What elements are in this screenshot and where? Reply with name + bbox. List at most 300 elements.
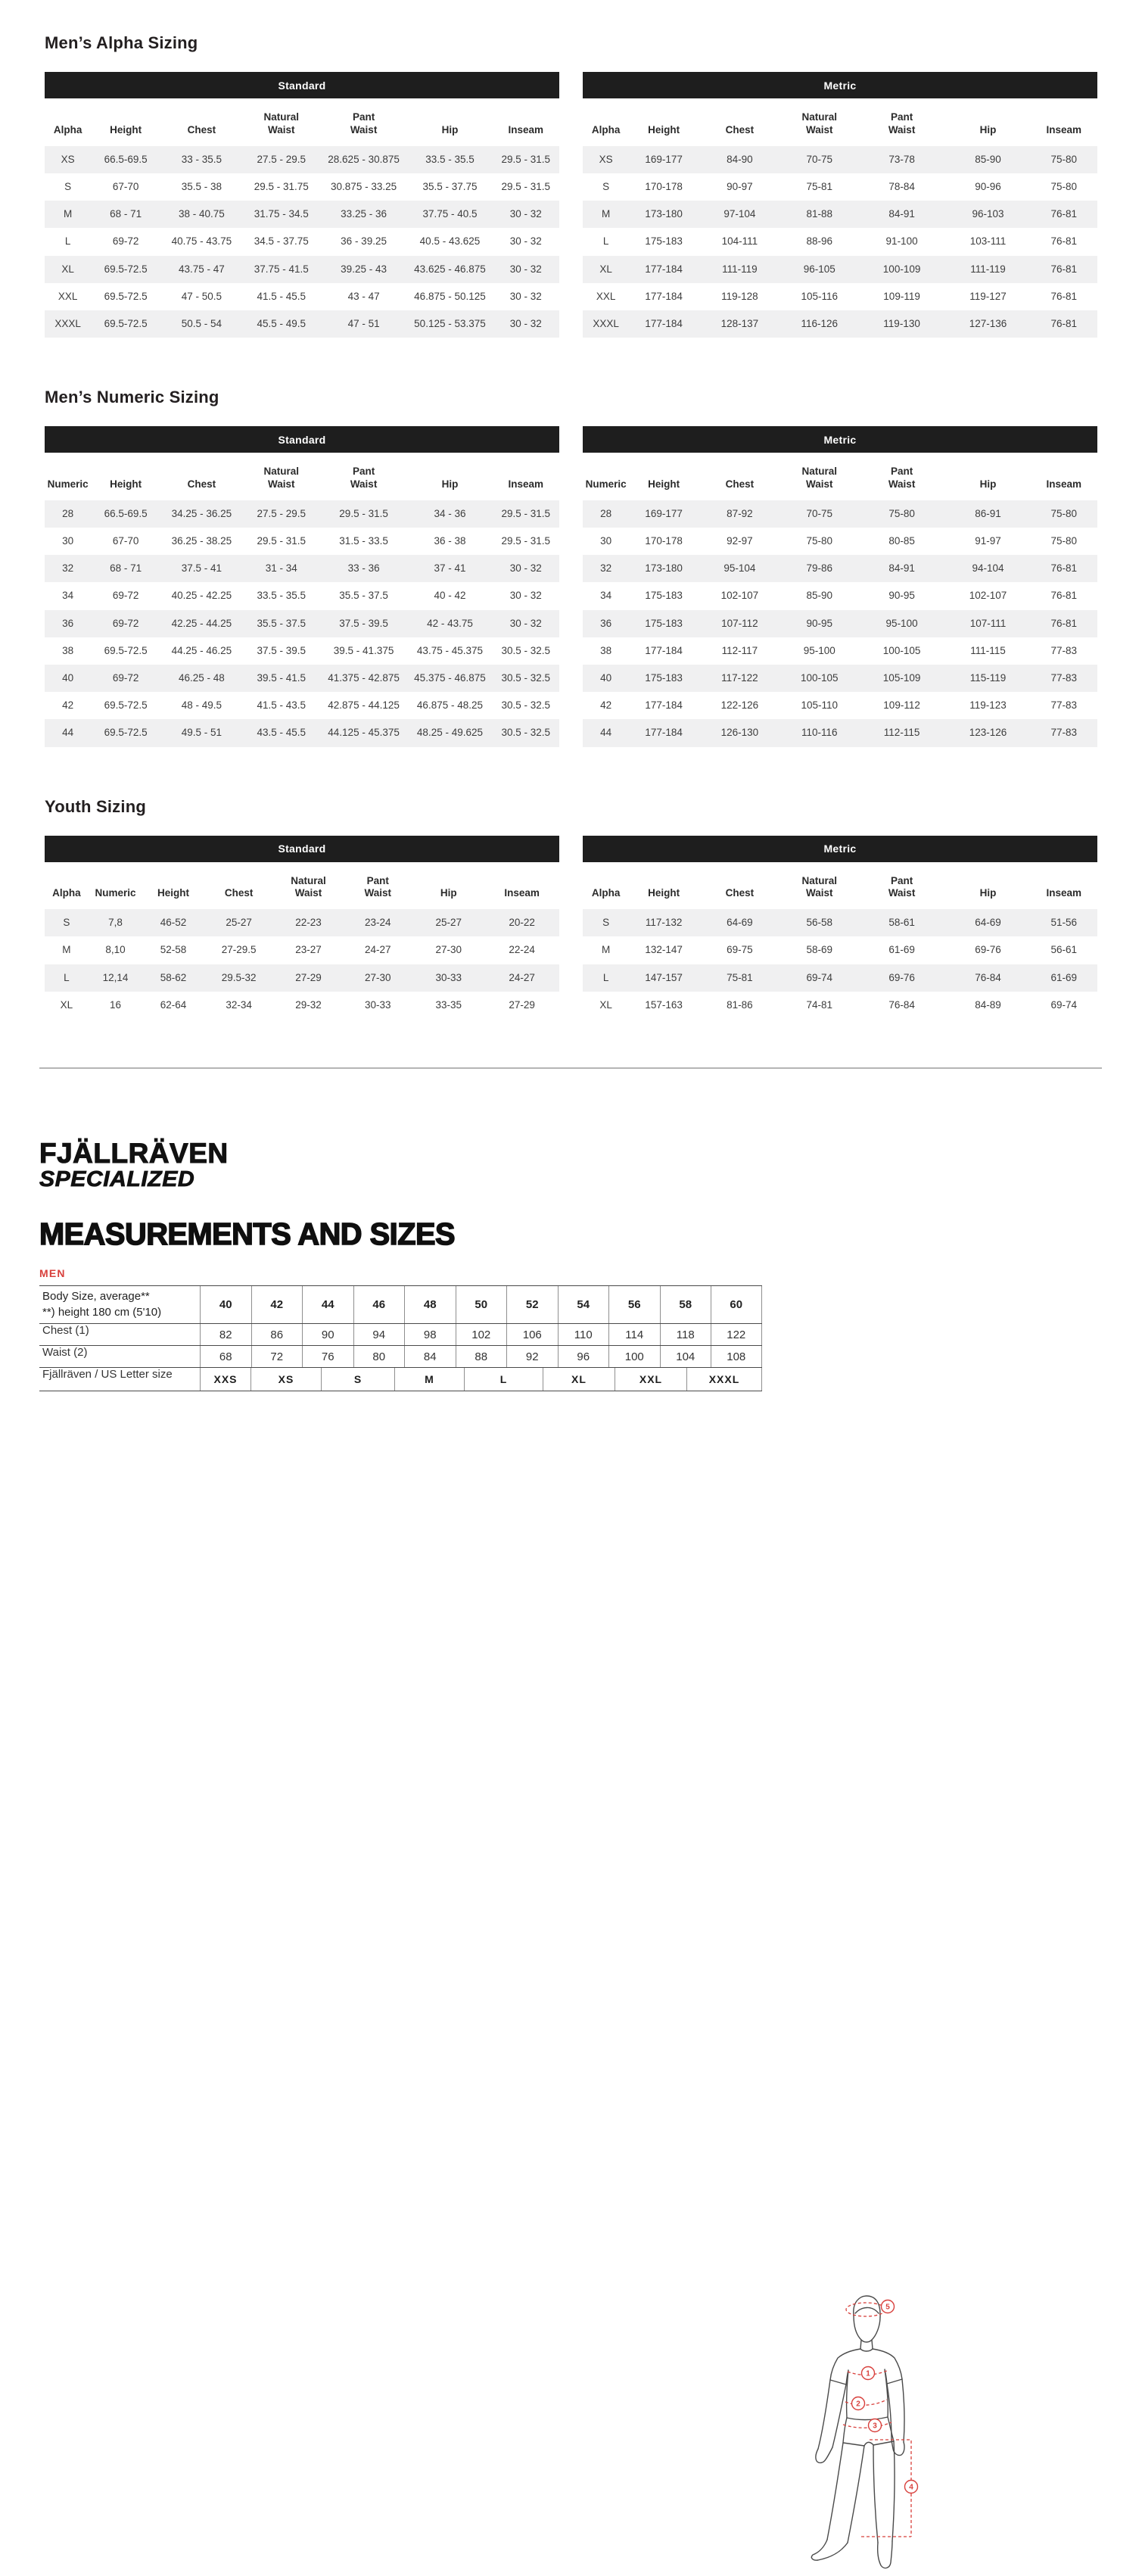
column-header: Natural Waist — [291, 874, 326, 899]
column-header-row — [583, 453, 1097, 500]
measure-value-cell: 110 — [558, 1324, 609, 1345]
table-cell: 69.5-72.5 — [104, 263, 148, 275]
table-cell: 76-81 — [1050, 235, 1078, 248]
measure-value-cell: 122 — [711, 1324, 762, 1345]
table-cell: 52-58 — [160, 944, 187, 956]
table-cell: 79-86 — [806, 562, 833, 575]
table-cell: 24-27 — [509, 971, 535, 983]
column-header: Pant Waist — [350, 466, 378, 490]
table-cell: 58-69 — [806, 944, 833, 956]
table-cell: 100-105 — [801, 671, 839, 684]
table-cell: 30.5 - 32.5 — [501, 671, 551, 684]
table-row — [583, 146, 1097, 173]
table-cell: 35.5 - 37.5 — [339, 590, 388, 602]
column-header: Height — [157, 887, 189, 899]
column-header: Pant Waist — [888, 874, 916, 899]
table-cell: L — [64, 235, 71, 248]
column-header: Chest — [725, 887, 755, 899]
table-cell: 30-33 — [435, 971, 462, 983]
table-cell: 78-84 — [888, 180, 915, 192]
table-cell: 22-24 — [509, 944, 535, 956]
table-row — [583, 310, 1097, 338]
table-cell: 44.25 - 46.25 — [171, 644, 232, 656]
measure-value-cell: 102 — [456, 1324, 507, 1345]
table-cell: 84-89 — [975, 998, 1001, 1011]
table-cell: L — [602, 971, 609, 983]
table-cell: 76-81 — [1050, 290, 1078, 302]
table-cell: 50.5 - 54 — [181, 317, 222, 329]
column-header: Height — [648, 478, 680, 490]
measure-value-cell: 100 — [608, 1346, 660, 1367]
table-cell: 40.75 - 43.75 — [171, 235, 232, 248]
table-row — [45, 719, 559, 746]
table-cell: 127-136 — [969, 317, 1007, 329]
column-header: Natural Waist — [801, 874, 838, 899]
table-cell: 76-84 — [888, 998, 915, 1011]
tables-row — [45, 836, 1097, 1020]
measure-value-cell: 68 — [200, 1346, 251, 1367]
measure-value-cell: 76 — [302, 1346, 353, 1367]
letter-size-row — [39, 1367, 762, 1391]
table-row — [45, 528, 559, 555]
size-table-standard — [45, 72, 559, 338]
table-cell: 111-119 — [722, 263, 758, 275]
table-cell: 25-27 — [435, 917, 462, 929]
table-cell: 90-97 — [727, 180, 753, 192]
column-header: Pant Waist — [350, 111, 378, 135]
table-cell: 115-119 — [969, 671, 1007, 684]
table-cell: 34.5 - 37.75 — [254, 235, 309, 248]
table-cell: 43.5 - 45.5 — [257, 727, 307, 739]
measure-value-cell: 84 — [404, 1346, 456, 1367]
table-cell: 45.375 - 46.875 — [414, 671, 486, 684]
table-cell: 69.5-72.5 — [104, 317, 148, 329]
table-cell: 31.75 - 34.5 — [254, 208, 309, 220]
table-cell: M — [601, 208, 611, 220]
table-cell: 32 — [62, 562, 74, 575]
table-cell: 41.375 - 42.875 — [328, 671, 400, 684]
table-cell: XL — [599, 998, 612, 1011]
measure-value-row — [39, 1345, 762, 1367]
table-cell: 103-111 — [969, 235, 1007, 248]
column-header-row — [45, 98, 559, 146]
table-cell: 157-163 — [645, 998, 683, 1011]
table-cell: 48 - 49.5 — [181, 699, 222, 712]
column-header: Hip — [979, 887, 997, 899]
table-cell: 84-91 — [888, 208, 915, 220]
table-cell: 75-80 — [1050, 507, 1078, 519]
table-cell: 100-109 — [882, 263, 921, 275]
table-cell: 69-76 — [888, 971, 915, 983]
table-cell: 175-183 — [645, 671, 683, 684]
table-row — [45, 500, 559, 528]
table-cell: 37.5 - 39.5 — [257, 644, 307, 656]
table-cell: 43.75 - 47 — [178, 263, 225, 275]
svg-text:4: 4 — [909, 2483, 913, 2492]
specialized-wordmark: SPECIALIZED — [39, 1167, 195, 1191]
table-cell: 30 - 32 — [509, 617, 542, 629]
table-cell: 46-52 — [160, 917, 187, 929]
table-cell: 33.5 - 35.5 — [425, 153, 475, 165]
table-row — [583, 528, 1097, 555]
hip-measure-line — [843, 2422, 892, 2428]
table-cell: 35.5 - 37.5 — [257, 617, 307, 629]
men-label: MEN — [39, 1267, 66, 1279]
marker-head — [882, 2300, 895, 2313]
table-cell: S — [63, 917, 70, 929]
table-row — [45, 310, 559, 338]
table-cell: 40 — [62, 671, 74, 684]
column-header: Inseam — [508, 478, 544, 490]
section-title: Youth Sizing — [45, 796, 146, 816]
measure-value-row — [39, 1323, 762, 1345]
table-row — [583, 610, 1097, 637]
variant-bar: Standard — [45, 836, 559, 862]
table-cell: 102-107 — [969, 590, 1007, 602]
table-cell: 96-103 — [972, 208, 1004, 220]
svg-text:5: 5 — [885, 2303, 890, 2312]
table-cell: 47 - 50.5 — [181, 290, 222, 302]
table-cell: 34 - 36 — [434, 507, 466, 519]
letter-size-cell: XXS — [200, 1368, 250, 1391]
table-cell: 117-132 — [645, 917, 683, 929]
table-cell: 177-184 — [645, 699, 683, 712]
variant-bar: Standard — [45, 426, 559, 453]
table-cell: 36.25 - 38.25 — [171, 535, 232, 547]
table-cell: XXL — [596, 290, 616, 302]
table-cell: 76-81 — [1050, 317, 1078, 329]
table-cell: 29.5 - 31.5 — [339, 507, 388, 519]
column-header: Numeric — [47, 478, 89, 490]
table-cell: 37.5 - 39.5 — [339, 617, 388, 629]
table-row — [45, 637, 559, 665]
table-cell: 40.5 - 43.625 — [419, 235, 481, 248]
table-row — [583, 256, 1097, 283]
column-header: Natural Waist — [263, 466, 300, 490]
size-header-cell: 40 — [200, 1286, 251, 1323]
measure-value-cell: 114 — [608, 1324, 660, 1345]
table-cell: 175-183 — [645, 590, 683, 602]
table-cell: 107-111 — [969, 617, 1007, 629]
table-cell: S — [602, 917, 610, 929]
column-header: Chest — [725, 478, 755, 490]
section-title: Men’s Numeric Sizing — [45, 388, 219, 407]
table-row — [583, 665, 1097, 692]
table-row — [583, 719, 1097, 746]
table-cell: 43.75 - 45.375 — [416, 644, 483, 656]
table-cell: 58-62 — [160, 971, 187, 983]
letter-size-cell: L — [464, 1368, 543, 1391]
table-cell: 67-70 — [112, 180, 139, 192]
body-measurement-diagram — [793, 2258, 990, 2576]
table-cell: 90-96 — [975, 180, 1001, 192]
table-cell: 41.5 - 43.5 — [257, 699, 307, 712]
table-cell: 75-81 — [727, 971, 753, 983]
table-cell: 67-70 — [112, 535, 139, 547]
table-cell: 7,8 — [108, 917, 123, 929]
size-header-cell: 48 — [404, 1286, 456, 1323]
table-cell: 50.125 - 53.375 — [414, 317, 486, 329]
measure-value-cell: 108 — [711, 1346, 762, 1367]
table-cell: 20-22 — [509, 917, 535, 929]
table-cell: 77-83 — [1050, 699, 1078, 712]
table-cell: 30.875 - 33.25 — [331, 180, 397, 192]
table-cell: 29-32 — [295, 998, 322, 1011]
table-cell: 30 - 32 — [509, 562, 542, 575]
table-cell: 76-81 — [1050, 263, 1078, 275]
table-cell: 74-81 — [806, 998, 833, 1011]
table-cell: 75-80 — [888, 507, 915, 519]
table-cell: 177-184 — [645, 727, 683, 739]
table-cell: 75-80 — [806, 535, 833, 547]
table-row — [45, 936, 559, 964]
table-cell: XXXL — [54, 317, 81, 329]
table-cell: 76-81 — [1050, 617, 1078, 629]
table-cell: 37 - 41 — [434, 562, 466, 575]
table-cell: 47 - 51 — [347, 317, 380, 329]
column-header: Height — [648, 123, 680, 135]
table-cell: 107-112 — [721, 617, 758, 629]
table-cell: 86-91 — [975, 507, 1001, 519]
male-figure-outline — [811, 2296, 904, 2568]
section-divider — [39, 1067, 1102, 1069]
column-header: Alpha — [591, 887, 621, 899]
table-cell: 169-177 — [645, 153, 683, 165]
svg-text:3: 3 — [873, 2422, 877, 2431]
table-cell: 46.875 - 48.25 — [416, 699, 483, 712]
measure-value-cell: 90 — [302, 1324, 353, 1345]
measure-value-cell: 98 — [404, 1324, 456, 1345]
body-size-header-row — [39, 1285, 762, 1323]
table-cell: 105-110 — [801, 699, 839, 712]
table-row — [583, 992, 1097, 1019]
table-cell: 81-88 — [806, 208, 833, 220]
column-header-row — [583, 862, 1097, 910]
table-row — [45, 692, 559, 719]
table-cell: XXL — [58, 290, 78, 302]
table-cell: 119-128 — [721, 290, 758, 302]
measurements-table — [39, 1285, 762, 1391]
table-cell: 33.5 - 35.5 — [257, 590, 307, 602]
column-header: Natural Waist — [801, 111, 838, 135]
table-cell: 84-91 — [888, 562, 915, 575]
table-cell: 42.25 - 44.25 — [171, 617, 232, 629]
table-cell: 69-72 — [112, 617, 139, 629]
table-cell: L — [602, 235, 609, 248]
measure-value-cell: 72 — [251, 1346, 303, 1367]
table-cell: 40.25 - 42.25 — [171, 590, 232, 602]
measure-value-cell: 86 — [251, 1324, 303, 1345]
table-cell: 75-80 — [1050, 180, 1078, 192]
table-cell: 132-147 — [645, 944, 683, 956]
table-row — [583, 637, 1097, 665]
table-row — [45, 610, 559, 637]
table-row — [45, 283, 559, 310]
column-header: Pant Waist — [888, 466, 916, 490]
table-cell: 90-95 — [806, 617, 833, 629]
table-row — [45, 228, 559, 255]
table-cell: 68 - 71 — [110, 208, 142, 220]
table-cell: 175-183 — [645, 617, 683, 629]
table-cell: 37.5 - 41 — [181, 562, 222, 575]
table-cell: 44.125 - 45.375 — [328, 727, 400, 739]
sizing-data-table — [583, 862, 1097, 1020]
table-row — [583, 692, 1097, 719]
size-header-cell: 58 — [660, 1286, 711, 1323]
table-cell: 39.5 - 41.375 — [333, 644, 394, 656]
table-cell: 69.5-72.5 — [104, 290, 148, 302]
table-cell: 32 — [600, 562, 612, 575]
table-cell: 46.875 - 50.125 — [414, 290, 486, 302]
measure-row-label: Chest (1) — [42, 1324, 89, 1337]
inseam-measure-line — [861, 2440, 911, 2537]
table-cell: 170-178 — [645, 535, 683, 547]
table-row — [583, 283, 1097, 310]
table-cell: 69-76 — [975, 944, 1001, 956]
table-cell: 77-83 — [1050, 671, 1078, 684]
column-header: Hip — [440, 887, 457, 899]
column-header: Height — [648, 887, 680, 899]
table-cell: 29.5 - 31.5 — [501, 507, 551, 519]
table-cell: 76-81 — [1050, 590, 1078, 602]
table-cell: 91-97 — [975, 535, 1001, 547]
table-cell: 39.25 - 43 — [341, 263, 387, 275]
column-header: Hip — [979, 478, 997, 490]
table-cell: 77-83 — [1050, 644, 1078, 656]
measure-value-cell: 80 — [353, 1346, 405, 1367]
table-cell: 92-97 — [727, 535, 753, 547]
table-cell: 112-115 — [883, 727, 920, 739]
column-header: Chest — [187, 478, 216, 490]
table-cell: XXXL — [593, 317, 619, 329]
body-size-label — [39, 1286, 200, 1323]
table-row — [45, 146, 559, 173]
size-table-metric — [583, 836, 1097, 1020]
table-cell: 56-61 — [1050, 944, 1078, 956]
table-cell: 42 - 43.75 — [427, 617, 473, 629]
letter-size-cell: XXL — [615, 1368, 686, 1391]
column-header: Pant Waist — [888, 111, 916, 135]
table-cell: 27.5 - 29.5 — [257, 507, 307, 519]
column-header: Hip — [979, 123, 997, 135]
table-cell: 36 - 39.25 — [341, 235, 387, 248]
table-cell: 43.625 - 46.875 — [414, 263, 486, 275]
table-cell: 38 - 40.75 — [178, 208, 225, 220]
marker-chest — [862, 2367, 875, 2380]
table-row — [583, 555, 1097, 582]
table-cell: 27-29 — [295, 971, 322, 983]
table-cell: 31.5 - 33.5 — [339, 535, 388, 547]
table-cell: 117-122 — [721, 671, 758, 684]
variant-bar: Standard — [45, 72, 559, 98]
body-size-label-line2: **) height 180 cm (5'10) — [42, 1305, 162, 1319]
table-cell: 33 - 35.5 — [181, 153, 222, 165]
column-header: Inseam — [1046, 123, 1082, 135]
table-cell: 112-117 — [721, 644, 758, 656]
svg-text:1: 1 — [866, 2369, 870, 2378]
table-cell: 37.75 - 40.5 — [422, 208, 478, 220]
table-cell: 109-119 — [883, 290, 920, 302]
table-cell: 28 — [62, 507, 74, 519]
table-cell: 8,10 — [105, 944, 126, 956]
table-cell: 34 — [62, 590, 74, 602]
size-header-cell: 50 — [456, 1286, 507, 1323]
table-row — [45, 555, 559, 582]
sizing-data-table — [45, 453, 559, 746]
table-cell: 51-56 — [1050, 917, 1078, 929]
table-cell: 147-157 — [645, 971, 683, 983]
table-cell: 37.75 - 41.5 — [254, 263, 309, 275]
table-cell: 123-126 — [969, 727, 1007, 739]
table-cell: 22-23 — [295, 917, 322, 929]
table-cell: 105-109 — [882, 671, 921, 684]
measure-value-cell: 106 — [506, 1324, 558, 1345]
table-cell: XL — [61, 263, 74, 275]
tables-row — [45, 72, 1097, 338]
table-cell: 87-92 — [727, 507, 753, 519]
size-table-standard — [45, 836, 559, 1020]
table-cell: M — [62, 944, 71, 956]
column-header: Height — [110, 478, 142, 490]
marker-waist — [852, 2397, 865, 2410]
measure-value-cell: 82 — [200, 1324, 251, 1345]
table-cell: 177-184 — [645, 290, 683, 302]
column-header: Inseam — [1046, 887, 1082, 899]
table-cell: 28.625 - 30.875 — [328, 153, 400, 165]
column-header: Hip — [441, 478, 459, 490]
column-header: Alpha — [53, 123, 82, 135]
table-cell: 69-72 — [112, 235, 139, 248]
table-cell: 30.5 - 32.5 — [501, 644, 551, 656]
table-cell: 177-184 — [645, 263, 683, 275]
table-cell: 45.5 - 49.5 — [257, 317, 307, 329]
table-cell: 30.5 - 32.5 — [501, 699, 551, 712]
column-header: Pant Waist — [364, 874, 392, 899]
table-cell: 35.5 - 38 — [181, 180, 222, 192]
table-cell: 75-81 — [806, 180, 833, 192]
size-table-metric — [583, 426, 1097, 746]
table-cell: 97-104 — [723, 208, 756, 220]
table-cell: 69.5-72.5 — [104, 644, 148, 656]
table-cell: 27-30 — [365, 971, 391, 983]
table-cell: 28 — [600, 507, 612, 519]
sizing-sections — [45, 33, 1097, 1019]
table-cell: 111-115 — [970, 644, 1006, 656]
table-cell: 41.5 - 45.5 — [257, 290, 307, 302]
table-cell: 77-83 — [1050, 727, 1078, 739]
measure-value-cell: 94 — [353, 1324, 405, 1345]
column-header-row — [45, 453, 559, 500]
table-cell: 27-29 — [509, 998, 535, 1011]
table-cell: 119-130 — [883, 317, 920, 329]
table-cell: 30 - 32 — [509, 290, 542, 302]
column-header: Inseam — [1046, 478, 1082, 490]
table-cell: 23-24 — [365, 917, 391, 929]
letter-size-cell: XXXL — [686, 1368, 762, 1391]
table-cell: 116-126 — [801, 317, 839, 329]
table-row — [45, 909, 559, 936]
table-cell: 36 — [600, 617, 612, 629]
size-header-cell: 60 — [711, 1286, 762, 1323]
size-header-cell: 46 — [353, 1286, 405, 1323]
table-cell: 169-177 — [645, 507, 683, 519]
marker-hip — [869, 2419, 882, 2432]
table-cell: 38 — [62, 644, 74, 656]
measure-value-cell: 118 — [660, 1324, 711, 1345]
table-cell: 64-69 — [727, 917, 753, 929]
body-size-label-line1: Body Size, average** — [42, 1290, 150, 1304]
letter-size-cell: XS — [250, 1368, 321, 1391]
